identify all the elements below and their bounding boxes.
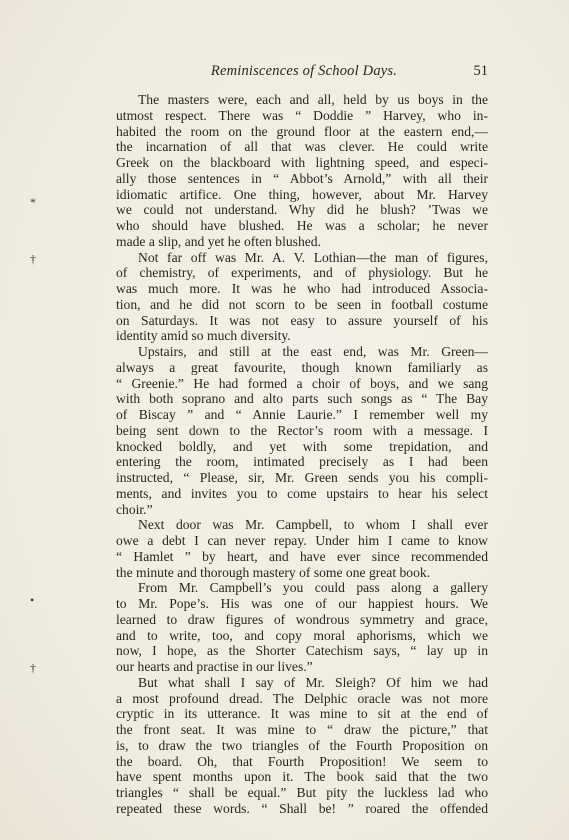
body-text (116, 92, 488, 817)
text-line: Greek on the blackboard with lightning speed, and especi- (116, 155, 488, 170)
text-line: learned to draw figures of wondrous symmetry and grace, (116, 611, 488, 627)
text-line: But what shall I say of Mr. Sleigh? Of him we had (138, 674, 488, 690)
text-line: always a great favourite, though known familiarly as (116, 359, 488, 375)
text-line: the front seat. It was mine to “ draw the picture,” that (116, 722, 488, 737)
text-line: tion, and he did not scorn to be seen in football costume (116, 296, 488, 312)
text-line: of chemistry, of experiments, and of physiology. But he (116, 265, 488, 281)
text-line: the minute and thorough mastery of some one great book. (116, 564, 431, 580)
text-line: entering the room, intimated precisely as I had been (116, 454, 488, 470)
text-line: the incarnation of all that was clever. He could write (116, 139, 488, 155)
text-line: utmost respect. There was “ Doddie ” Harvey, who in- (116, 107, 488, 123)
text-line: cryptic in its utterance. It was mine to sit at the end of (116, 706, 488, 722)
text-line: is, to draw the two triangles of the Fourth Proposition on (116, 737, 488, 753)
margin-mark: † (30, 252, 36, 266)
text-line: on Saturdays. It was not easy to assure yourself of his (116, 312, 488, 328)
text-line: idiomatic artifice. One thing, however, about Mr. Harvey (116, 186, 488, 202)
text-line: The masters were, each and all, held by us boys in the (138, 92, 488, 107)
page-header (120, 63, 488, 81)
text-line: choir.” (116, 501, 153, 517)
text-line: Not far off was Mr. A. V. Lothian—the man of figures, (138, 249, 488, 265)
text-line: knocked boldly, and yet with some trepidation, and (116, 438, 488, 454)
text-line: of Biscay ” and “ Annie Laurie.” I remember well my (116, 407, 488, 422)
text-line: to Mr. Pope’s. His was one of our happiest hours. We (116, 596, 488, 611)
text-line: have spent months upon it. The book said that the two (116, 769, 488, 785)
text-line: ally those sentences in “ Abbot’s Arnold,” with all their (116, 170, 488, 186)
page-number: 51 (473, 63, 488, 79)
text-line: a most profound dread. The Delphic oracle was not more (116, 690, 488, 706)
margin-mark: † (30, 661, 36, 675)
text-line: who should have blushed. He was a scholar; he never (116, 218, 488, 233)
running-title: Reminiscences of School Days. (210, 63, 398, 79)
text-line: was much more. It was he who had introduced Associa- (116, 281, 488, 296)
text-line: Upstairs, and still at the east end, was Mr. Green— (138, 344, 488, 359)
text-line: our hearts and practise in our lives.” (116, 659, 313, 674)
text-line: owe a debt I can never repay. Under him I came to know (116, 533, 488, 548)
text-line: we could not understand. Why did he blush? ’Twas we (116, 202, 488, 218)
margin-mark: • (30, 593, 35, 607)
text-line: ments, and invites you to come upstairs to hear his select (116, 485, 488, 501)
text-line: habited the room on the ground floor at the eastern end,— (116, 123, 488, 139)
text-line: Next door was Mr. Campbell, to whom I shall ever (138, 517, 488, 533)
text-line: the board. Oh, that Fourth Proposition! We seem to (116, 753, 488, 769)
text-line: with both soprano and alto parts such songs as “ The Bay (116, 391, 488, 407)
text-line: repeated these words. “ Shall be! ” roared the offended (116, 800, 488, 816)
margin-mark: * (30, 195, 36, 209)
text-line: and to write, too, and copy moral aphorisms, which we (116, 627, 488, 643)
text-line: From Mr. Campbell’s you could pass along a gallery (138, 580, 488, 596)
text-line: being sent down to the Rector’s room with a message. I (116, 422, 488, 438)
text-line: “ Greenie.” He had formed a choir of boys, and we sang (116, 375, 488, 391)
text-line: made a slip, and yet he often blushed. (116, 233, 321, 249)
text-line: “ Hamlet ” by heart, and have ever since recommended (116, 548, 488, 564)
text-line: identity amid so much diversity. (116, 328, 291, 344)
text-line: triangles “ shall be equal.” But pity the luckless lad who (116, 785, 488, 800)
text-line: instructed, “ Please, sir, Mr. Green sends you his compli- (116, 470, 488, 485)
text-line: now, I hope, as the Shorter Catechism says, “ lay up in (116, 643, 488, 659)
